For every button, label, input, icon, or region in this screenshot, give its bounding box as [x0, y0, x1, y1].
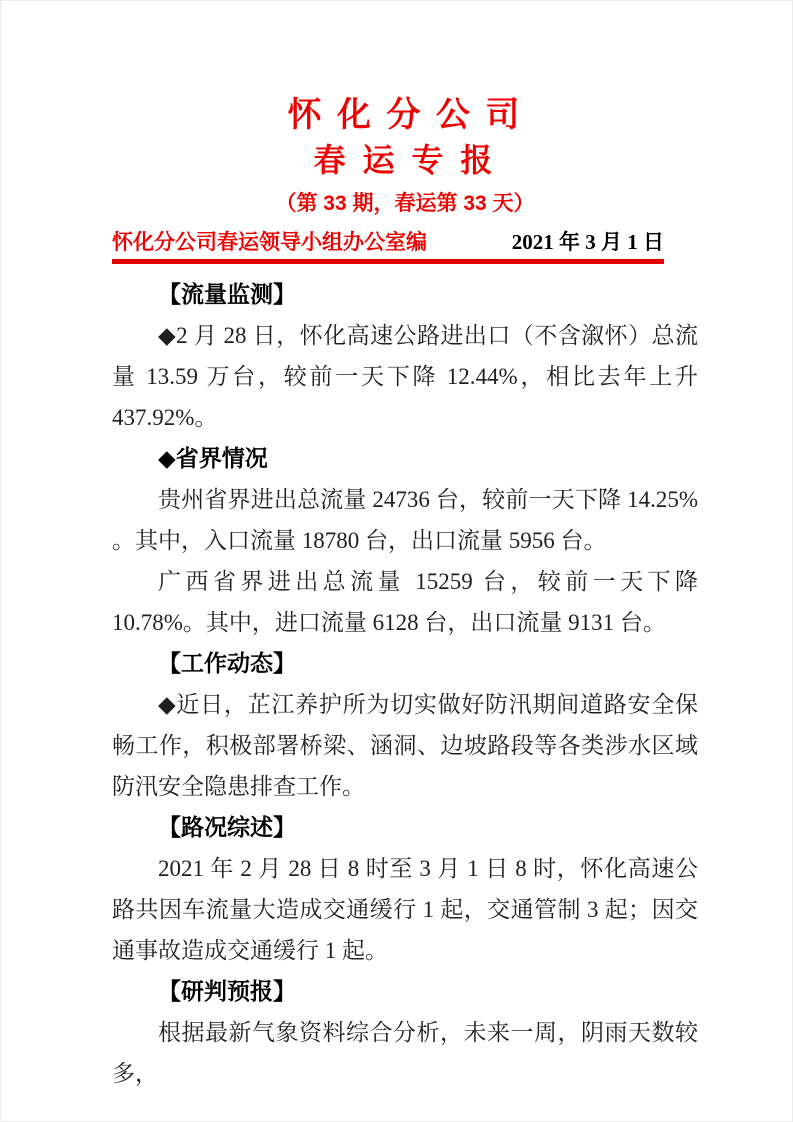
- paragraph: 根据最新气象资料综合分析，未来一周，阴雨天数较多，: [112, 1020, 698, 1086]
- paragraph: ◆近日，芷江养护所为切实做好防汛期间道路安全保畅工作，积极部署桥梁、涵洞、边坡路段等各类涉水区域防汛安全隐患排查工作。: [112, 692, 698, 799]
- section-heading: 【工作动态】: [158, 650, 296, 676]
- paragraph: 2021 年 2 月 28 日 8 时至 3 月 1 日 8 时，怀化高速公路共因车流量大造成交通缓行 1 起，交通管制 3 起；因交通事故造成交通缓行 1 起。: [112, 856, 698, 963]
- doc-title: 怀 化 分 公 司: [287, 96, 523, 134]
- paragraph: 贵州省界进出总流量 24736 台，较前一天下降 14.25% 。其中，入口流量 18780 台，出口流量 5956 台。: [112, 487, 698, 553]
- paragraph: ◆2 月 28 日，怀化高速公路进出口（不含溆怀）总流量 13.59 万台，较前一天下降 12.44%，相比去年上升 437.92%。: [112, 323, 698, 430]
- doc-subtitle: 春 运 专 报: [313, 142, 497, 178]
- date-label: 2021 年 3 月 1 日: [511, 230, 664, 254]
- title-block: [112, 1, 698, 216]
- section-heading: 【研判预报】: [158, 978, 296, 1004]
- issue-line: （第 33 期，春运第 33 天）: [275, 192, 535, 215]
- document-body: [112, 274, 698, 1094]
- editor-label: 怀化分公司春运领导小组办公室编: [112, 231, 427, 254]
- paragraph: 广西省界进出总流量 15259 台，较前一天下降 10.78%。其中，进口流量 6128 台，出口流量 9131 台。: [112, 569, 698, 635]
- sub-heading: ◆省界情况: [158, 445, 268, 471]
- section-heading: 【路况综述】: [158, 814, 296, 840]
- section-heading: 【流量监测】: [158, 281, 296, 307]
- masthead: [112, 230, 664, 264]
